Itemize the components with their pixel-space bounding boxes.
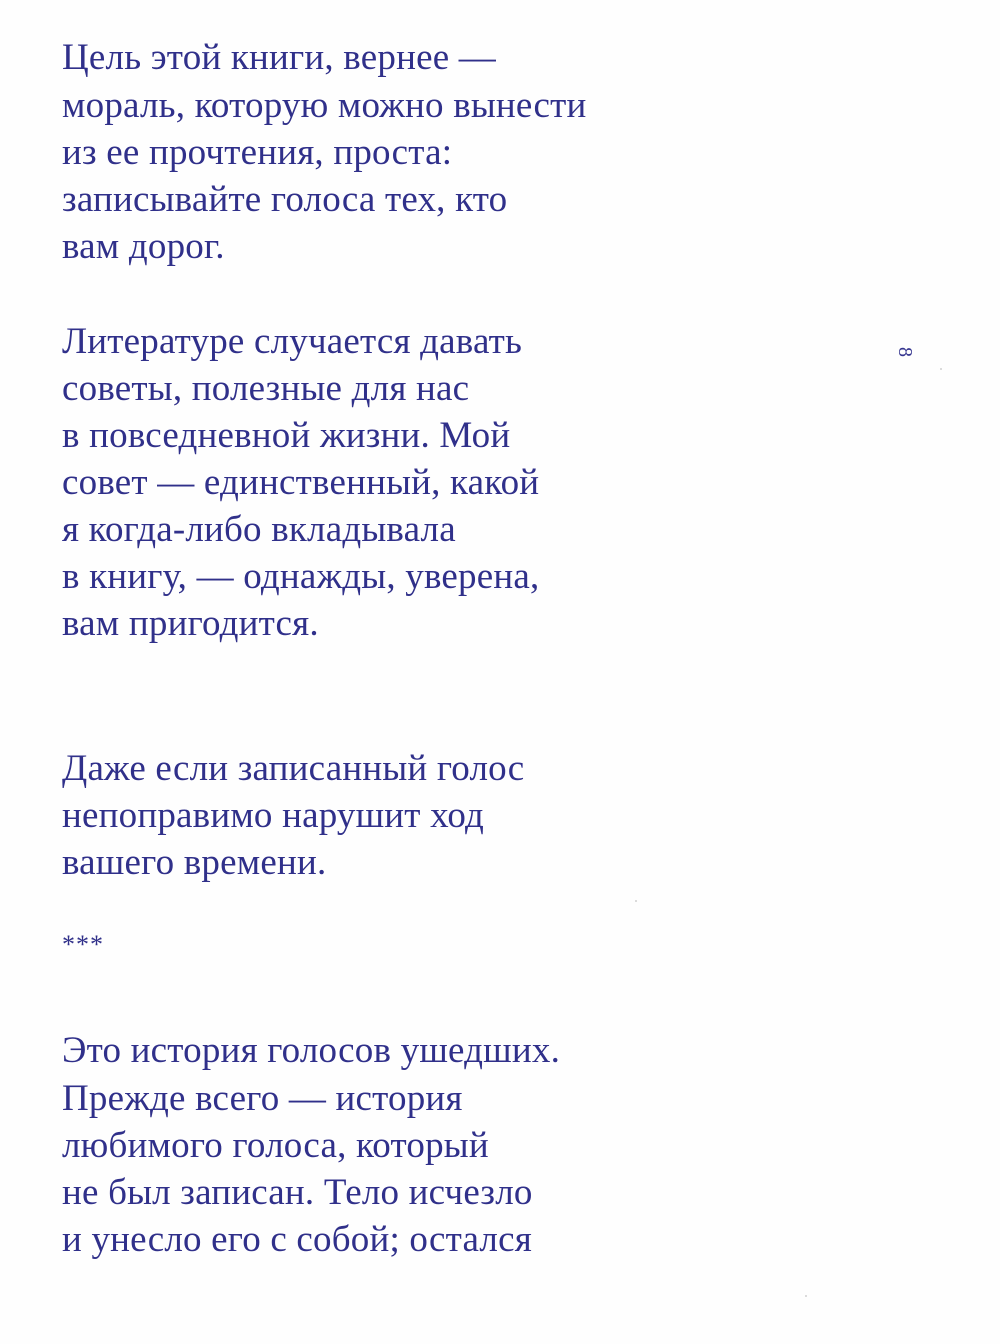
paragraph-2-line-6: в книгу, — однажды, уверена, — [62, 556, 540, 597]
paragraph-4-line-2: Прежде всего — история — [62, 1078, 463, 1119]
paragraph-1-line-1: Цель этой книги, вернее — — [62, 37, 496, 78]
paragraph-3-line-1: Даже если записанный голос — [62, 748, 525, 789]
paper-speck — [635, 900, 637, 902]
paragraph-1-line-3: из ее прочтения, проста: — [62, 132, 453, 173]
paragraph-4-line-4: не был записан. Тело исчезло — [62, 1172, 533, 1213]
paragraph-4-line-5: и унесло его с собой; остался — [62, 1219, 532, 1260]
paragraph-2-line-3: в повседневной жизни. Мой — [62, 415, 511, 456]
paragraph-1-line-2: мораль, которую можно вынести — [62, 85, 587, 126]
paper-speck — [940, 368, 942, 370]
paragraph-2-line-5: я когда-либо вкладывала — [62, 509, 456, 550]
paragraph-1-line-4: записывайте голоса тех, кто — [62, 179, 508, 220]
paragraph-2-line-7: вам пригодится. — [62, 603, 319, 644]
paragraph-2-line-1: Литературе случается давать — [62, 321, 523, 362]
paragraph-2-line-2: советы, полезные для нас — [62, 368, 470, 409]
section-separator: *** — [62, 930, 104, 959]
paragraph-2-line-4: совет — единственный, какой — [62, 462, 540, 503]
page-number: 8 — [894, 347, 916, 357]
paragraph-3-line-2: непоправимо нарушит ход — [62, 795, 485, 836]
paragraph-1-line-5: вам дорог. — [62, 226, 225, 267]
paragraph-4-line-1: Это история голосов ушедших. — [62, 1030, 561, 1071]
paper-speck — [805, 1295, 807, 1297]
paragraph-3-line-3: вашего времени. — [62, 842, 327, 883]
paragraph-4-line-3: любимого голоса, который — [62, 1125, 489, 1166]
